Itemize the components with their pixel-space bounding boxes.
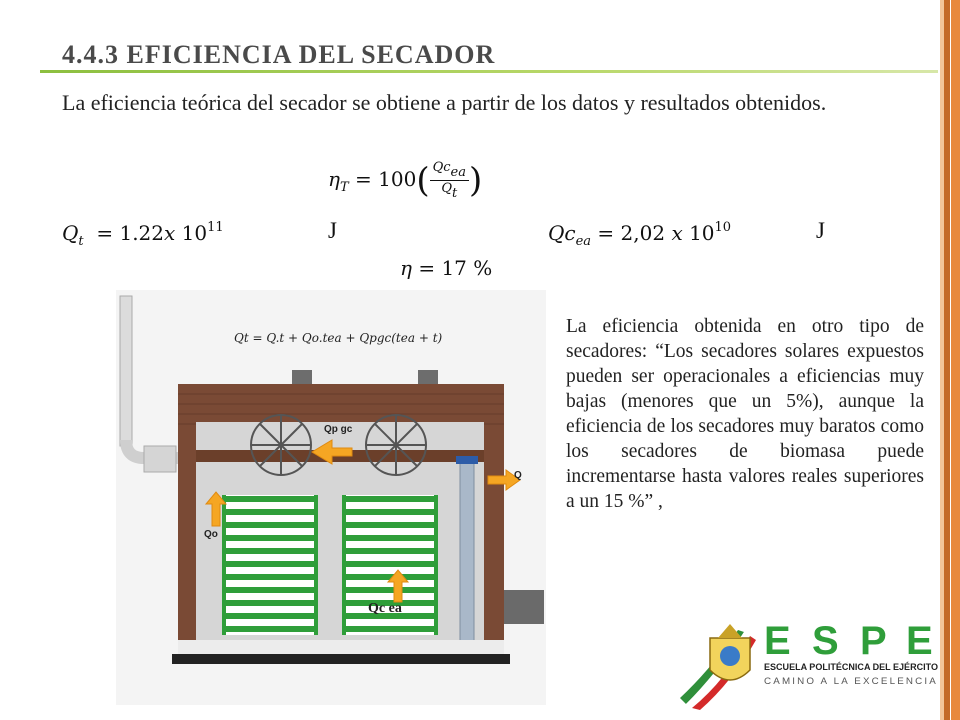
label-qcea: Qc ea (368, 601, 402, 616)
side-quote-paragraph: La eficiencia obtenida en otro tipo de secadores: “Los secadores solares expuestos pueden ser operacionales a eficiencias muy bajas (menores que un 5%), aunque la eficiencia de los secadores muy baratos como los secadores de biomasa puede incrementarse hasta valores reales superiores a un 15 %” , (566, 316, 924, 512)
logo-line1: ESCUELA POLITÉCNICA DEL EJÉRCITO (764, 662, 938, 672)
formula-eta-sub: T (339, 180, 349, 195)
right-edge-bar (951, 0, 960, 720)
logo-letter-e1: E (764, 619, 791, 663)
eta-result (400, 256, 492, 280)
logo-letter-e2: E (906, 619, 933, 663)
tray-rack-left (222, 495, 318, 635)
qcea-exponent: 10 (714, 220, 732, 235)
title-underline (40, 70, 938, 73)
qt-value: = 1.22 (96, 221, 165, 245)
logo-line2: CAMINO A LA EXCELENCIA (764, 676, 938, 686)
fraction-denominator: Q (441, 181, 452, 196)
eta-symbol: η (400, 256, 412, 280)
qcea-symbol: Qc (548, 221, 576, 245)
formula-eta: η (328, 167, 340, 191)
intro-paragraph: La eficiencia teórica del secador se obtiene a partir de los datos y resultados obtenidos. (62, 90, 827, 115)
qt-equation (62, 220, 224, 249)
logo-letter-p: P (860, 619, 887, 663)
qt-unit: J (328, 218, 337, 243)
label-q: Q (514, 470, 522, 481)
slide-title: 4.4.3 EFICIENCIA DEL SECADOR (62, 40, 496, 69)
qt-sub: t (78, 234, 84, 249)
diagram-formula: Qt = Q.t + Qo.tea + Qpgc(tea + t) (234, 331, 443, 345)
label-qo: Qo (204, 529, 218, 540)
qt-base: 10 (181, 221, 208, 245)
formula-coef: = 100 (355, 167, 417, 191)
qcea-unit: J (816, 218, 825, 243)
qcea-sub: ea (575, 234, 592, 249)
dryer-diagram (116, 290, 546, 705)
qt-times: x (164, 221, 176, 245)
efficiency-formula: $\eta_T = 100$( $\frac{\text{Qcea}}{Qt}$ ) (328, 160, 483, 201)
fraction-denominator-sub: t (452, 186, 458, 201)
formula-fraction (430, 160, 469, 201)
fraction-numerator: Qc (432, 160, 451, 175)
label-qpgc: Qp gc (324, 424, 353, 435)
qcea-equation (548, 220, 731, 249)
qt-exponent: 11 (207, 220, 224, 235)
qcea-base: 10 (689, 221, 715, 245)
fraction-numerator-sub: ea (450, 165, 466, 180)
espe-logo (680, 610, 942, 710)
eta-value: = 17 % (418, 256, 493, 280)
right-edge-dark (944, 0, 950, 720)
qcea-value: = 2,02 (597, 221, 666, 245)
logo-letter-s: S (812, 619, 839, 663)
qt-symbol: Q (62, 221, 79, 245)
qcea-times: x (671, 221, 683, 245)
